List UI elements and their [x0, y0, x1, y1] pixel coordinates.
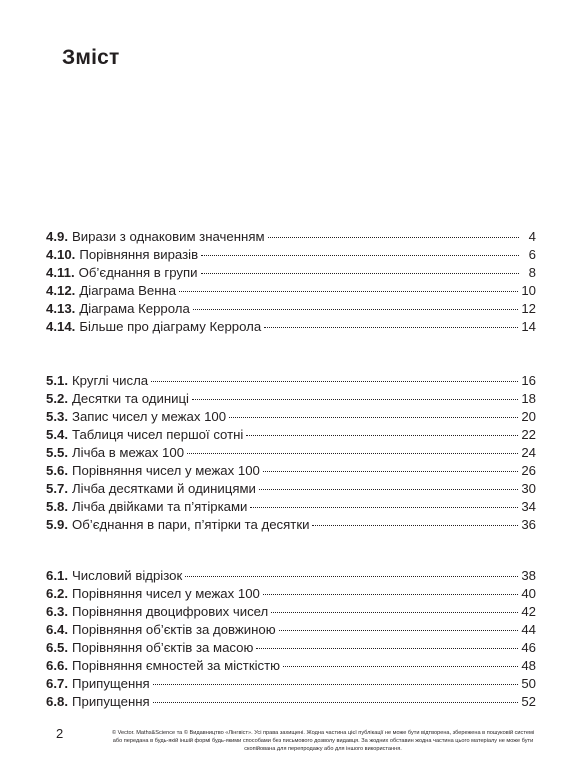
dot-leader: [312, 525, 518, 526]
dot-leader: [283, 666, 518, 667]
dot-leader: [179, 291, 518, 292]
toc-entry-title: Десятки та одиниці: [72, 391, 189, 406]
dot-leader: [187, 453, 518, 454]
dot-leader: [256, 648, 518, 649]
toc-entry-number: 4.9.: [46, 229, 68, 244]
toc-entry: [46, 603, 536, 621]
toc-entry-number: 4.12.: [46, 283, 76, 298]
toc-entry-page: 30: [521, 481, 536, 496]
dot-leader: [153, 702, 519, 703]
toc-entry-number: 6.8.: [46, 694, 68, 709]
dot-leader: [263, 594, 518, 595]
toc-entry-title: Таблиця чисел першої сотні: [72, 427, 244, 442]
toc-entry-title: Об’єднання в пари, п’ятірки та десятки: [72, 517, 310, 532]
toc-section-6: [46, 567, 536, 711]
toc-entry: [46, 444, 536, 462]
toc-entry-page: 26: [521, 463, 536, 478]
dot-leader: [271, 612, 518, 613]
toc-entry-title: Лічба двійками та п’ятірками: [72, 499, 248, 514]
toc-entry-page: 6: [528, 247, 536, 262]
toc-entry: [46, 318, 536, 336]
dot-leader: [201, 255, 519, 256]
toc-entry: [46, 300, 536, 318]
toc-entry: [46, 246, 536, 264]
toc-entry-page: 22: [521, 427, 536, 442]
copyright-line: або передана в будь-якій іншій формі будь-якими способами без письмового дозволу видавця. За жодних обставин жодна частина цього матеріалу не може бути: [112, 738, 534, 744]
toc-entry-title: Порівняння об’єктів за довжиною: [72, 622, 276, 637]
toc-entry: [46, 408, 536, 426]
toc-entry-number: 5.7.: [46, 481, 68, 496]
toc-entry-number: 5.9.: [46, 517, 68, 532]
toc-entry-page: 20: [521, 409, 536, 424]
toc-entry-page: 12: [521, 301, 536, 316]
dot-leader: [279, 630, 519, 631]
toc-entry-title: Порівняння об’єктів за масою: [72, 640, 254, 655]
toc-entry-title: Припущення: [72, 694, 150, 709]
toc-entry-title: Об’єднання в групи: [78, 265, 198, 280]
dot-leader: [185, 576, 518, 577]
toc-entry-number: 4.11.: [46, 265, 75, 280]
toc-entry-page: 4: [528, 229, 536, 244]
toc-entry-number: 6.4.: [46, 622, 68, 637]
toc-entry-number: 5.1.: [46, 373, 68, 388]
toc-entry-page: 52: [521, 694, 536, 709]
dot-leader: [192, 399, 518, 400]
toc-entry-number: 4.13.: [46, 301, 76, 316]
toc-entry: [46, 228, 536, 246]
toc-entry-title: Припущення: [72, 676, 150, 691]
toc-entry-number: 5.3.: [46, 409, 68, 424]
toc-entry: [46, 567, 536, 585]
toc-entry-number: 5.6.: [46, 463, 68, 478]
toc-entry: [46, 657, 536, 675]
toc-entry-page: 42: [521, 604, 536, 619]
toc-entry: [46, 639, 536, 657]
toc-entry: [46, 390, 536, 408]
toc-entry-number: 5.4.: [46, 427, 68, 442]
toc-entry-title: Круглі числа: [72, 373, 149, 388]
toc-entry-page: 24: [521, 445, 536, 460]
copyright-line: скопійована для перепродажу або для іншого використання.: [244, 746, 402, 752]
toc-entry-title: Лічба в межах 100: [72, 445, 185, 460]
toc-entry: [46, 675, 536, 693]
toc-entry-number: 6.7.: [46, 676, 68, 691]
toc-entry-page: 14: [521, 319, 536, 334]
toc-entry-page: 36: [521, 517, 536, 532]
toc-entry-number: 4.14.: [46, 319, 76, 334]
toc-entry-title: Порівняння ємностей за місткістю: [72, 658, 281, 673]
toc-entry-number: 5.8.: [46, 499, 68, 514]
toc-entry-page: 10: [521, 283, 536, 298]
toc-entry-page: 44: [521, 622, 536, 637]
dot-leader: [246, 435, 518, 436]
dot-leader: [250, 507, 518, 508]
dot-leader: [151, 381, 518, 382]
toc-entry-title: Порівняння двоцифрових чисел: [72, 604, 269, 619]
page-number: 2: [56, 726, 64, 741]
toc-entry-title: Діаграма Керрола: [79, 301, 190, 316]
toc-section-5: [46, 372, 536, 534]
toc-entry-number: 6.3.: [46, 604, 68, 619]
dot-leader: [153, 684, 519, 685]
page-title: Зміст: [62, 46, 120, 69]
toc-entry-number: 4.10.: [46, 247, 76, 262]
toc-entry-page: 48: [521, 658, 536, 673]
copyright-notice: [102, 729, 544, 753]
toc-entry-title: Лічба десятками й одиницями: [72, 481, 256, 496]
toc-entry: [46, 282, 536, 300]
dot-leader: [259, 489, 518, 490]
dot-leader: [193, 309, 518, 310]
dot-leader: [268, 237, 519, 238]
toc-entry: [46, 621, 536, 639]
toc-entry-title: Числовий відрізок: [72, 568, 183, 583]
toc-entry-title: Більше про діаграму Керрола: [79, 319, 262, 334]
toc-entry-page: 50: [521, 676, 536, 691]
toc-entry: [46, 372, 536, 390]
toc-entry: [46, 480, 536, 498]
copyright-line: © Vector. Maths&Science та © Видавництво «Лінгвіст». Усі права захищені. Жодна частина цієї публікації не може бути відтворена, збережена в пошуковій системі: [111, 730, 535, 736]
toc-entry: [46, 516, 536, 534]
toc-entry-number: 6.2.: [46, 586, 68, 601]
dot-leader: [264, 327, 518, 328]
toc-entry-number: 6.6.: [46, 658, 68, 673]
toc-entry: [46, 426, 536, 444]
toc-entry-number: 5.2.: [46, 391, 68, 406]
toc-entry-title: Порівняння чисел у межах 100: [72, 586, 260, 601]
toc-entry-page: 8: [528, 265, 536, 280]
toc-entry-title: Порівняння виразів: [79, 247, 199, 262]
toc-entry-title: Запис чисел у межах 100: [72, 409, 227, 424]
toc-entry-number: 6.5.: [46, 640, 68, 655]
toc-entry: [46, 498, 536, 516]
dot-leader: [263, 471, 518, 472]
toc-entry: [46, 462, 536, 480]
dot-leader: [229, 417, 518, 418]
toc-entry-page: 16: [521, 373, 536, 388]
dot-leader: [201, 273, 519, 274]
toc-entry: [46, 264, 536, 282]
toc-entry-number: 5.5.: [46, 445, 68, 460]
toc-entry-number: 6.1.: [46, 568, 68, 583]
toc-entry-page: 46: [521, 640, 536, 655]
toc-entry-page: 34: [521, 499, 536, 514]
toc-entry-title: Вирази з однаковим значенням: [72, 229, 265, 244]
toc-entry-title: Порівняння чисел у межах 100: [72, 463, 260, 478]
toc-entry-page: 18: [521, 391, 536, 406]
toc-section-4: [46, 228, 536, 336]
toc-entry-title: Діаграма Венна: [79, 283, 177, 298]
toc-entry: [46, 693, 536, 711]
toc-entry-page: 38: [521, 568, 536, 583]
toc-entry: [46, 585, 536, 603]
toc-entry-page: 40: [521, 586, 536, 601]
